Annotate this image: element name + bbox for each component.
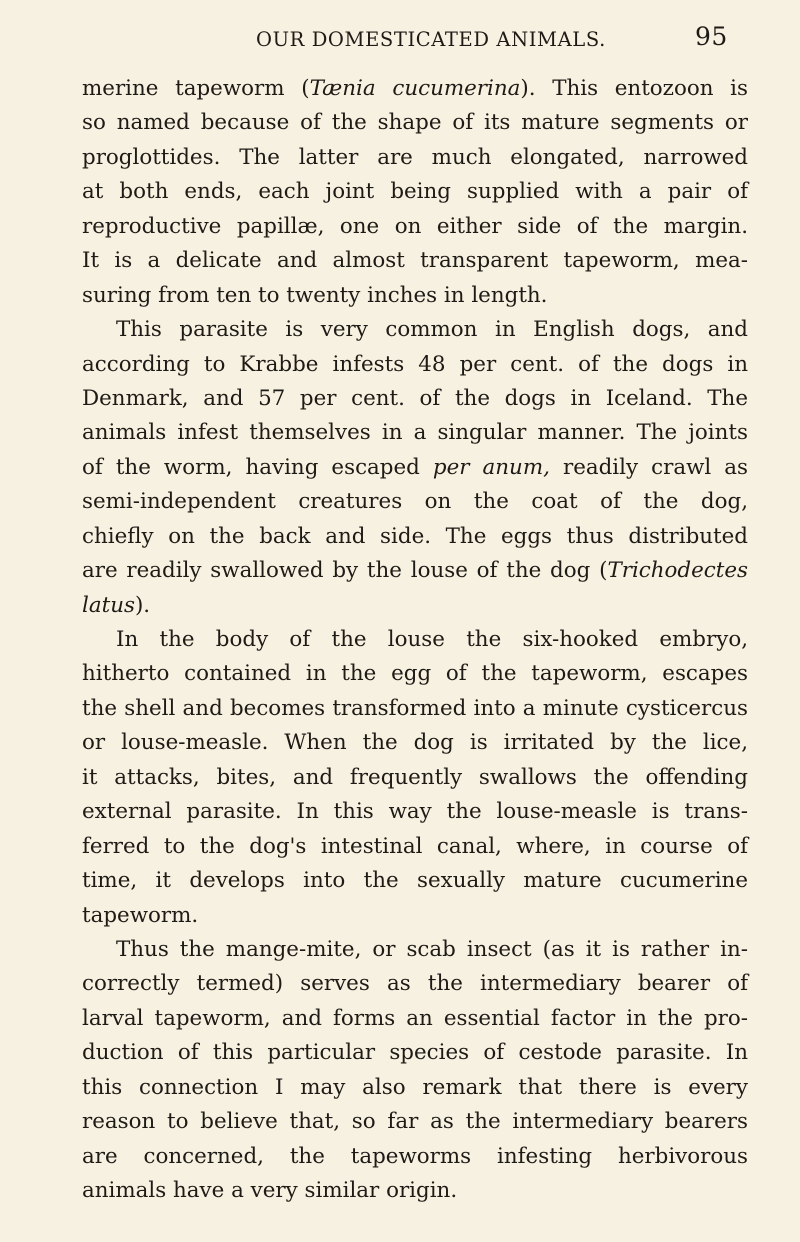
text-line: the shell and becomes transformed into a minute cysticercus xyxy=(82,695,748,721)
paragraph-3 xyxy=(82,623,748,933)
text-line: this connection I may also remark that there is every xyxy=(82,1074,748,1100)
text-line: at both ends, each joint being supplied with a pair of xyxy=(82,179,748,205)
text-line: external parasite. In this way the louse-measle is trans- xyxy=(82,799,748,825)
text-fragment: of the worm, having escaped xyxy=(82,454,433,480)
text-line: chiefly on the back and side. The eggs thus distributed xyxy=(82,523,748,549)
text-fragment: are readily swallowed by the louse of the dog ( xyxy=(82,558,608,584)
italic-species-name: Trichodectes xyxy=(607,558,748,584)
text-line: reason to believe that, so far as the intermediary bearers xyxy=(82,1109,748,1135)
text-line: In the body of the louse the six-hooked embryo, xyxy=(116,627,748,652)
text-line: Denmark, and 57 per cent. of the dogs in Iceland. The xyxy=(82,385,748,411)
italic-latin-phrase: per anum, xyxy=(432,454,550,480)
text-line xyxy=(82,554,748,588)
text-line: correctly termed) serves as the intermediary bearer of xyxy=(82,971,748,997)
text-line: according to Krabbe infests 48 per cent. of the dogs in xyxy=(82,351,748,377)
italic-species-name: Tænia cucumerina xyxy=(309,76,521,101)
text-line: so named because of the shape of its mature segments or xyxy=(82,110,748,136)
running-head xyxy=(0,22,800,62)
text-line: proglottides. The latter are much elongated, narrowed xyxy=(82,144,748,170)
text-line: larval tapeworm, and forms an essential factor in the pro- xyxy=(82,1005,748,1031)
text-line: time, it develops into the sexually mature cucumerine xyxy=(82,868,748,894)
text-line: suring from ten to twenty inches in length. xyxy=(82,282,548,308)
text-line: duction of this particular species of cestode parasite. In xyxy=(82,1040,748,1066)
text-line: hitherto contained in the egg of the tapeworm, escapes xyxy=(82,661,748,687)
page-number: 95 xyxy=(695,22,728,51)
text-line: semi-independent creatures on the coat of the dog, xyxy=(82,489,748,515)
text-line xyxy=(82,589,748,623)
text-line: ferred to the dog's intestinal canal, where, in course of xyxy=(82,833,748,859)
text-line: This parasite is very common in English dogs, and xyxy=(116,317,748,343)
text-line xyxy=(82,72,748,106)
italic-species-name: latus xyxy=(82,592,135,618)
text-line: it attacks, bites, and frequently swallows the offending xyxy=(82,764,748,790)
text-line: animals have a very similar origin. xyxy=(82,1178,458,1203)
running-head-title: OUR DOMESTICATED ANIMALS. xyxy=(256,28,606,51)
text-line: reproductive papillæ, one on either side of the margin. xyxy=(82,213,748,239)
paragraph-2 xyxy=(82,313,748,623)
text-fragment: ). xyxy=(134,592,151,618)
text-line xyxy=(82,451,748,485)
text-line: or louse-measle. When the dog is irritated by the lice, xyxy=(82,730,748,756)
text-line: are concerned, the tapeworms infesting herbivorous xyxy=(82,1143,748,1169)
paragraph-1 xyxy=(82,72,748,313)
paragraph-4 xyxy=(82,933,748,1209)
text-fragment: readily crawl as xyxy=(549,454,748,480)
text-fragment: ). This entozoon is xyxy=(520,76,748,101)
body-text xyxy=(82,72,748,1208)
text-line: animals infest themselves in a singular manner. The joints xyxy=(82,420,748,446)
text-line: It is a delicate and almost transparent tapeworm, mea- xyxy=(82,248,748,274)
text-fragment: merine tapeworm ( xyxy=(82,76,310,101)
text-line: tapeworm. xyxy=(82,902,199,928)
text-line: Thus the mange-mite, or scab insect (as it is rather in- xyxy=(116,936,748,962)
